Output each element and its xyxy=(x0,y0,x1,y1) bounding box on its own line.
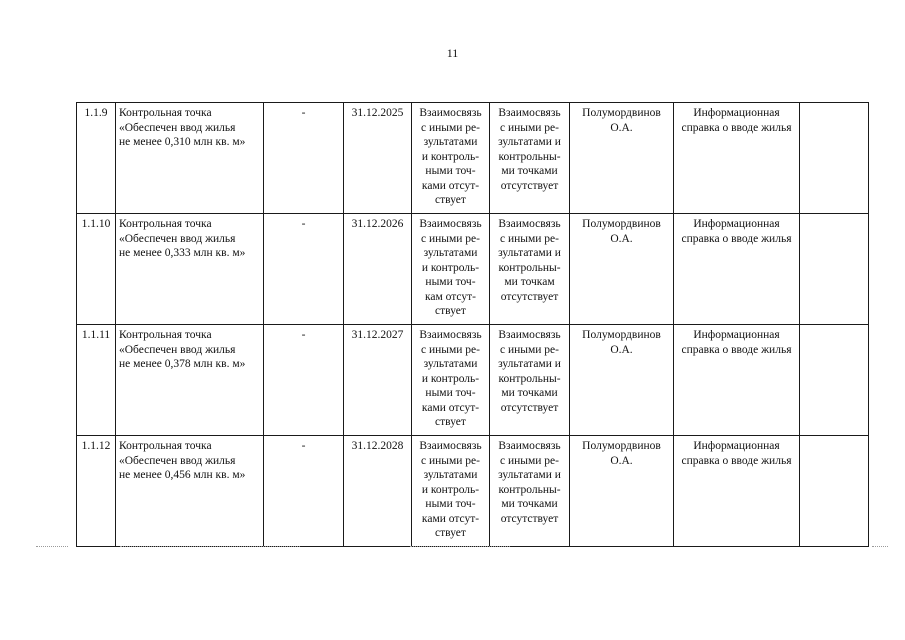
text-line: отсутствует xyxy=(500,179,559,192)
text-line: Взаимосвязь xyxy=(498,329,561,341)
text-line: не менее 0,378 млн кв. м» xyxy=(119,358,246,370)
text-line: и контроль- xyxy=(421,483,480,496)
text-line: Взаимосвязь xyxy=(419,329,482,341)
text-line: ными точ- xyxy=(425,498,476,510)
text-line: зультатами xyxy=(423,136,478,148)
confirming-document xyxy=(674,214,800,325)
text-line: Контрольная точка xyxy=(119,218,212,230)
confirming-document xyxy=(674,436,800,547)
text-line: Контрольная точка xyxy=(119,329,212,341)
text-line: Полумордвинов xyxy=(582,329,661,341)
responsible-person xyxy=(570,325,674,436)
responsible-person xyxy=(570,436,674,547)
text-line: «Обеспечен ввод жилья xyxy=(119,454,236,467)
text-line: ками отсут- xyxy=(421,401,480,414)
text-line: ками отсут- xyxy=(421,512,480,525)
text-line: Взаимосвязь xyxy=(419,440,482,452)
text-line: контрольны- xyxy=(498,483,561,496)
page-number: 11 xyxy=(446,46,459,60)
text-line: с иными ре- xyxy=(420,343,480,356)
text-line: контрольны- xyxy=(498,261,561,274)
table-row xyxy=(77,436,869,547)
text-line: ствует xyxy=(435,416,466,428)
text-line: О.А. xyxy=(610,343,633,356)
control-point-name xyxy=(116,436,264,547)
row-number: 1.1.10 xyxy=(77,214,116,325)
text-line: ми точкам xyxy=(504,276,555,288)
text-line: зультатами и xyxy=(498,358,561,370)
relation-cell-b xyxy=(490,436,570,547)
text-line: Взаимосвязь xyxy=(498,218,561,230)
text-line: не менее 0,310 млн кв. м» xyxy=(119,136,246,148)
text-line: контрольны- xyxy=(498,372,561,385)
text-line: Информационная xyxy=(693,440,780,452)
text-line: Информационная xyxy=(693,107,780,119)
text-line: ными точ- xyxy=(425,276,476,288)
scan-artifact-line xyxy=(120,546,300,547)
text-line: и контроль- xyxy=(421,372,480,385)
text-line: ми точками xyxy=(501,165,558,177)
text-line: с иными ре- xyxy=(499,343,559,356)
text-line: О.А. xyxy=(610,232,633,245)
text-line: зультатами и xyxy=(498,136,561,148)
row-number: 1.1.9 xyxy=(77,103,116,214)
due-date: 31.12.2027 xyxy=(344,325,412,436)
relation-cell-b xyxy=(490,103,570,214)
confirming-document xyxy=(674,325,800,436)
text-line: отсутствует xyxy=(500,512,559,525)
text-line: Информационная xyxy=(693,218,780,230)
text-line: зультатами xyxy=(423,247,478,259)
dash-cell: - xyxy=(264,214,344,325)
text-line: Контрольная точка xyxy=(119,107,212,119)
text-line: с иными ре- xyxy=(420,232,480,245)
row-number: 1.1.12 xyxy=(77,436,116,547)
text-line: О.А. xyxy=(610,121,633,134)
relation-cell-a xyxy=(412,325,490,436)
dash-cell: - xyxy=(264,436,344,547)
scan-artifact-line xyxy=(36,546,68,547)
text-line: зультатами и xyxy=(498,469,561,481)
table-row xyxy=(77,103,869,214)
relation-cell-a xyxy=(412,214,490,325)
text-line: Контрольная точка xyxy=(119,440,212,452)
text-line: кам отсут- xyxy=(425,290,476,303)
confirming-document xyxy=(674,103,800,214)
text-line: ствует xyxy=(435,194,466,206)
text-line: О.А. xyxy=(610,454,633,467)
relation-cell-b xyxy=(490,214,570,325)
text-line: справка о вводе жилья xyxy=(681,121,792,134)
relation-cell-b xyxy=(490,325,570,436)
text-line: зультатами xyxy=(423,358,478,370)
text-line: зультатами xyxy=(423,469,478,481)
text-line: с иными ре- xyxy=(499,454,559,467)
text-line: ками отсут- xyxy=(421,179,480,192)
text-line: ми точками xyxy=(501,387,558,399)
text-line: ствует xyxy=(435,305,466,317)
text-line: отсутствует xyxy=(500,401,559,414)
due-date: 31.12.2026 xyxy=(344,214,412,325)
responsible-person xyxy=(570,103,674,214)
text-line: контрольны- xyxy=(498,150,561,163)
row-number: 1.1.11 xyxy=(77,325,116,436)
text-line: Информационная xyxy=(693,329,780,341)
text-line: ными точ- xyxy=(425,387,476,399)
text-line: с иными ре- xyxy=(499,121,559,134)
text-line: зультатами и xyxy=(498,247,561,259)
text-line: ствует xyxy=(435,527,466,539)
text-line: и контроль- xyxy=(421,150,480,163)
empty-cell xyxy=(800,103,869,214)
text-line: Взаимосвязь xyxy=(419,218,482,230)
text-line: справка о вводе жилья xyxy=(681,232,792,245)
relation-cell-a xyxy=(412,436,490,547)
text-line: не менее 0,333 млн кв. м» xyxy=(119,247,246,259)
text-line: отсутствует xyxy=(500,290,559,303)
text-line: и контроль- xyxy=(421,261,480,274)
text-line: с иными ре- xyxy=(420,454,480,467)
text-line: Полумордвинов xyxy=(582,440,661,452)
empty-cell xyxy=(800,325,869,436)
scan-artifact-line xyxy=(872,546,888,547)
text-line: с иными ре- xyxy=(499,232,559,245)
text-line: Полумордвинов xyxy=(582,107,661,119)
text-line: с иными ре- xyxy=(420,121,480,134)
dash-cell: - xyxy=(264,325,344,436)
control-point-name xyxy=(116,214,264,325)
control-points-table xyxy=(76,102,869,547)
table-row xyxy=(77,214,869,325)
text-line: не менее 0,456 млн кв. м» xyxy=(119,469,246,481)
text-line: Взаимосвязь xyxy=(498,107,561,119)
text-line: Полумордвинов xyxy=(582,218,661,230)
dash-cell: - xyxy=(264,103,344,214)
empty-cell xyxy=(800,214,869,325)
relation-cell-a xyxy=(412,103,490,214)
text-line: «Обеспечен ввод жилья xyxy=(119,343,236,356)
text-line: Взаимосвязь xyxy=(498,440,561,452)
text-line: Взаимосвязь xyxy=(419,107,482,119)
text-line: справка о вводе жилья xyxy=(681,454,792,467)
table-row xyxy=(77,325,869,436)
responsible-person xyxy=(570,214,674,325)
control-point-name xyxy=(116,325,264,436)
text-line: справка о вводе жилья xyxy=(681,343,792,356)
text-line: ными точ- xyxy=(425,165,476,177)
control-point-name xyxy=(116,103,264,214)
text-line: «Обеспечен ввод жилья xyxy=(119,121,236,134)
text-line: ми точками xyxy=(501,498,558,510)
text-line: «Обеспечен ввод жилья xyxy=(119,232,236,245)
empty-cell xyxy=(800,436,869,547)
scan-artifact-line xyxy=(410,546,510,547)
due-date: 31.12.2025 xyxy=(344,103,412,214)
due-date: 31.12.2028 xyxy=(344,436,412,547)
